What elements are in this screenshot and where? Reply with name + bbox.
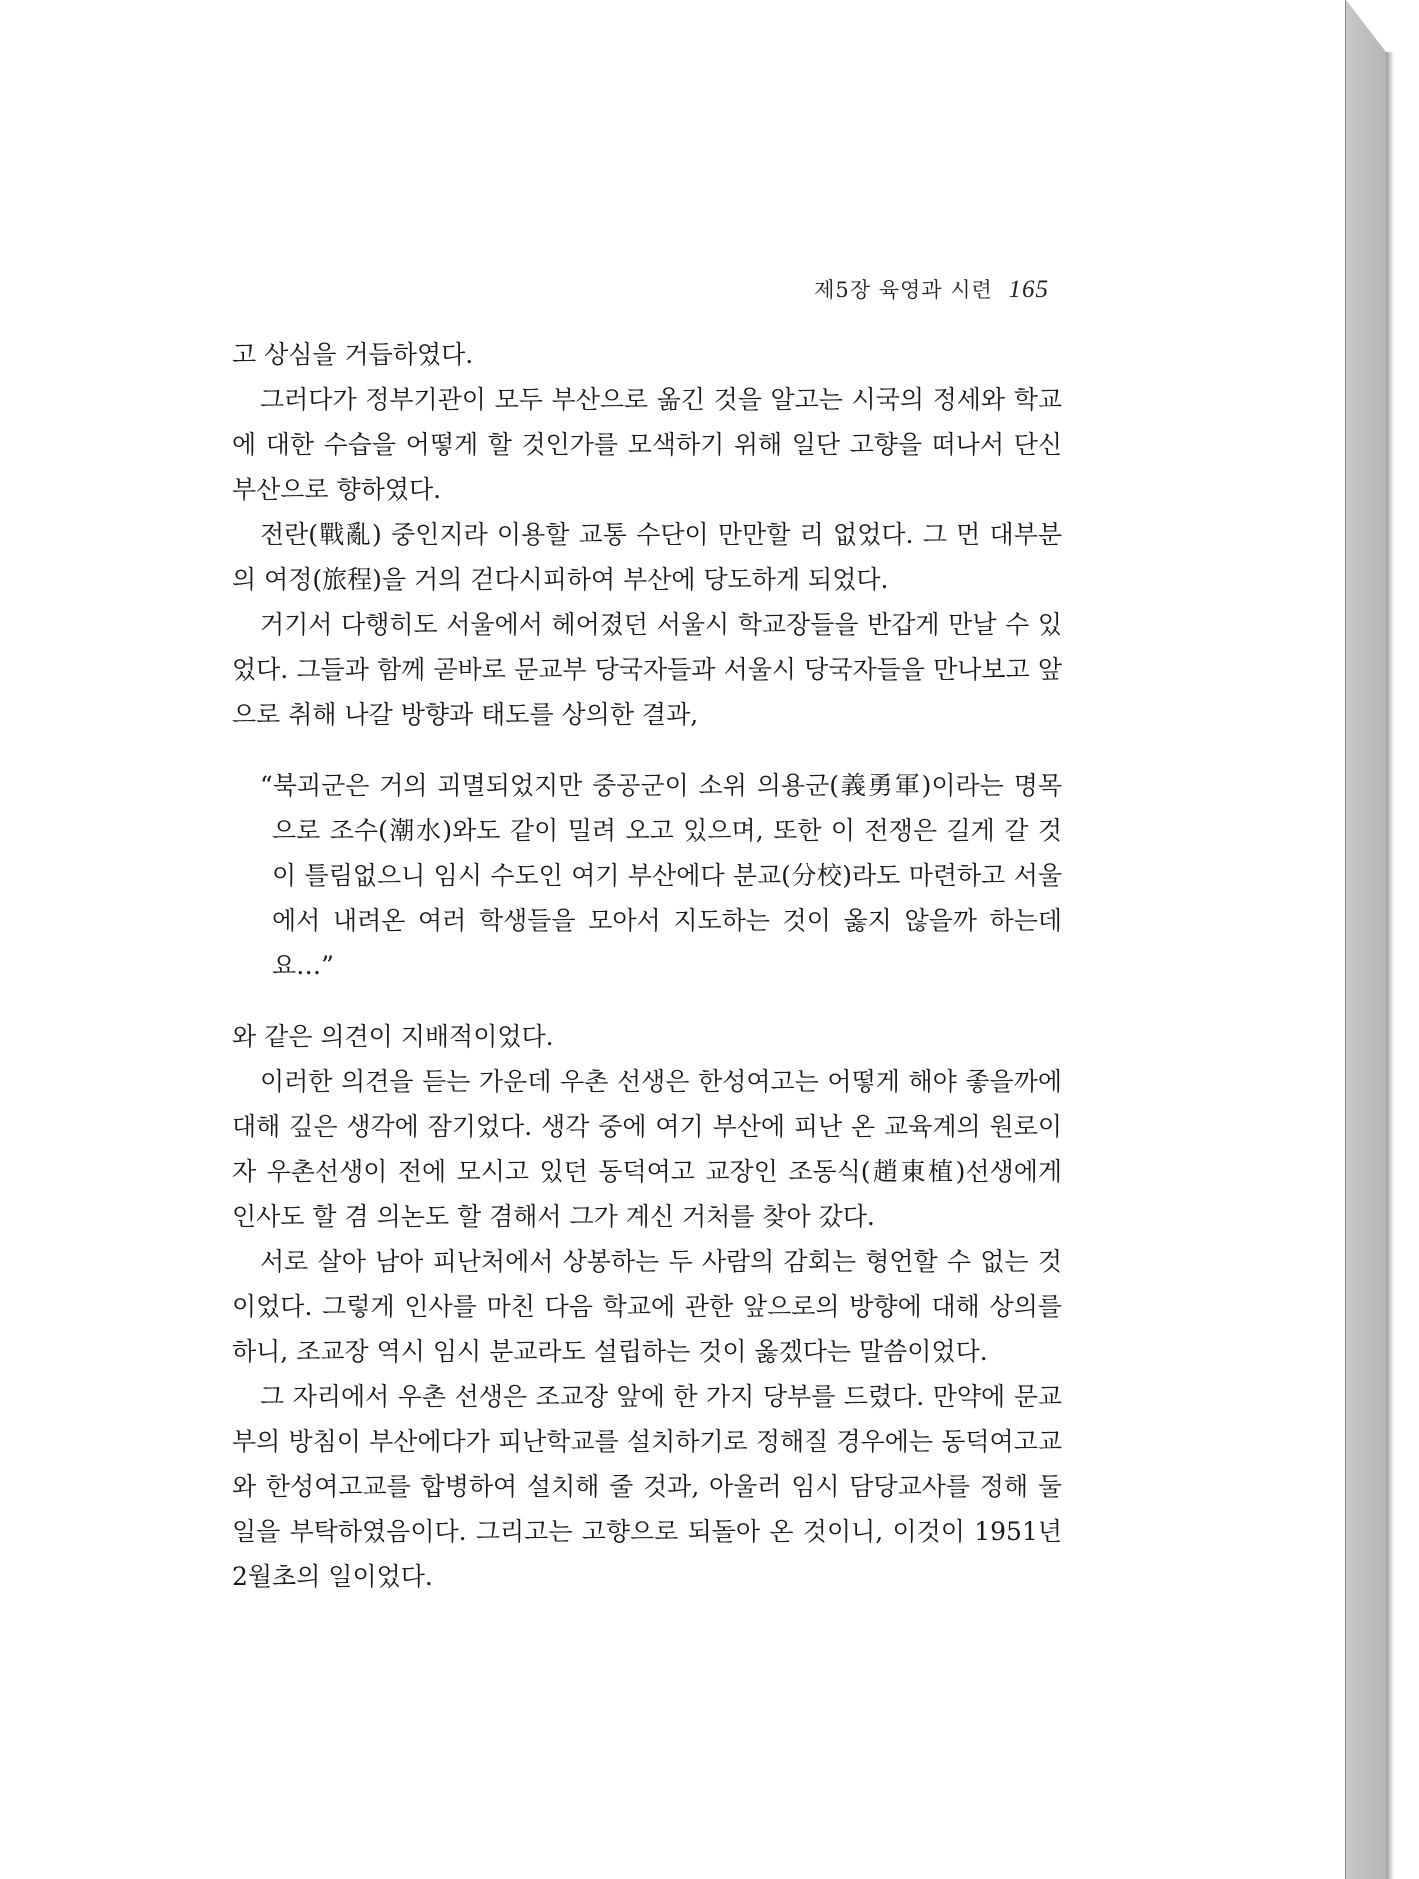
quote-text: “북괴군은 거의 괴멸되었지만 중공군이 소위 의용군(義勇軍)이라는 명목으로 조수(潮水)와도 같이 밀려 오고 있으며, 또한 이 전쟁은 길게 갈 것이 틀림없으니 임시 수도인 여기 부산에다 분교(分校)라도 마련하고 서울에서 내려온 여러 학생들을 모아서 지도하는 것이 옳지 않을까 하는데요…”	[260, 771, 1062, 980]
paragraph-1: 고 상심을 거듭하였다.	[232, 340, 474, 369]
book-page-edge	[1346, 0, 1386, 1879]
paragraph-3: 전란(戰亂) 중인지라 이용할 교통 수단이 만만할 리 없었다. 그 먼 대부분의 여정(旅程)을 거의 걷다시피하여 부산에 당도하게 되었다.	[232, 520, 1062, 594]
paragraph-2: 그러다가 정부기관이 모두 부산으로 옮긴 것을 알고는 시국의 정세와 학교에 대한 수습을 어떻게 할 것인가를 모색하기 위해 일단 고향을 떠나서 단신 부산으로 향하였다.	[232, 385, 1062, 504]
running-header	[814, 274, 1049, 304]
page-number: 165	[1008, 276, 1049, 303]
paragraph-4: 거기서 다행히도 서울에서 헤어졌던 서울시 학교장들을 반갑게 만날 수 있었다. 그들과 함께 곧바로 문교부 당국자들과 서울시 당국자들을 만나보고 앞으로 취해 나갈 방향과 태도를 상의한 결과,	[232, 610, 1062, 729]
paragraph-6: 이러한 의견을 듣는 가운데 우촌 선생은 한성여고는 어떻게 해야 좋을까에 대해 깊은 생각에 잠기었다. 생각 중에 여기 부산에 피난 온 교육계의 원로이자 우촌선생이 전에 모시고 있던 동덕여고 교장인 조동식(趙東植)선생에게 인사도 할 겸 의논도 할 겸해서 그가 계신 거처를 찾아 갔다.	[232, 1067, 1062, 1231]
chapter-title: 제5장 육영과 시련	[814, 278, 993, 302]
paragraph-8: 그 자리에서 우촌 선생은 조교장 앞에 한 가지 당부를 드렸다. 만약에 문교부의 방침이 부산에다가 피난학교를 설치하기로 정해질 경우에는 동덕여고교와 한성여고교를 합병하여 설치해 줄 것과, 아울러 임시 담당교사를 정해 둘 일을 부탁하였음이다. 그리고는 고향으로 되돌아 온 것이니, 이것이 1951년 2월초의 일이었다.	[232, 1382, 1062, 1591]
block-quote	[260, 763, 1062, 988]
body-text	[232, 332, 1062, 1599]
paragraph-7: 서로 살아 남아 피난처에서 상봉하는 두 사람의 감회는 형언할 수 없는 것이었다. 그렇게 인사를 마친 다음 학교에 관한 앞으로의 방향에 대해 상의를 하니, 조교장 역시 임시 분교라도 설립하는 것이 옳겠다는 말씀이었다.	[232, 1247, 1062, 1366]
paragraph-5: 와 같은 의견이 지배적이었다.	[232, 1022, 554, 1051]
page-shadow	[1386, 52, 1394, 1879]
